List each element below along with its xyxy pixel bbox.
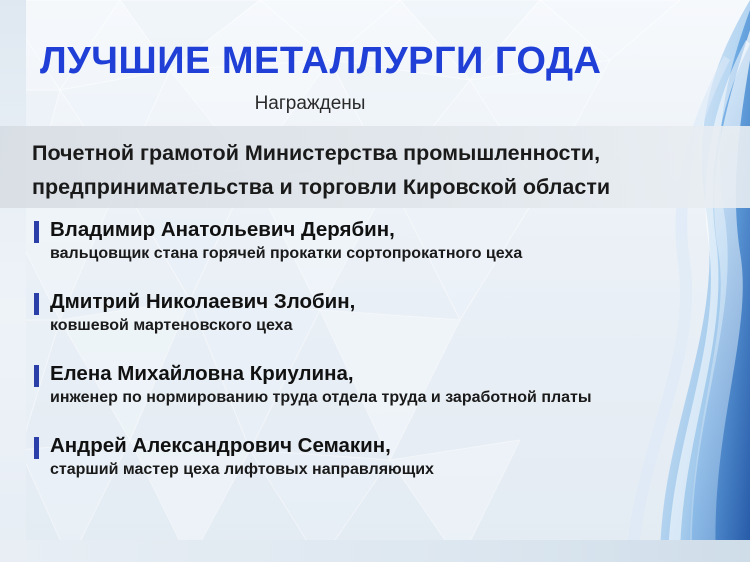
- accent-bar: [34, 365, 39, 387]
- awardee-name: Елена Михайловна Криулина,: [50, 362, 354, 385]
- award-description: [32, 136, 732, 204]
- awardee-role: ковшевой мартеновского цеха: [50, 317, 293, 334]
- award-line-2: предпринимательства и торговли Кировской области: [32, 175, 611, 199]
- list-item: [34, 290, 734, 336]
- award-line-1: Почетной грамотой Министерства промышленности,: [32, 141, 601, 165]
- awardee-list: [34, 218, 734, 506]
- accent-bar: [34, 221, 39, 243]
- awardee-role: вальцовщик стана горячей прокатки сортопрокатного цеха: [50, 245, 523, 262]
- awardee-name: Андрей Александрович Семакин,: [50, 434, 391, 457]
- awardee-role: инженер по нормированию труда отдела труда и заработной платы: [50, 389, 592, 406]
- list-item: [34, 218, 734, 264]
- accent-bar: [34, 293, 39, 315]
- awardee-name: Владимир Анатольевич Дерябин,: [50, 218, 395, 241]
- bottom-strip: [0, 540, 750, 562]
- accent-bar: [34, 437, 39, 459]
- awardee-role: старший мастер цеха лифтовых направляющих: [50, 461, 434, 478]
- slide-subtitle: Награждены: [254, 93, 366, 114]
- awardee-name: Дмитрий Николаевич Злобин,: [50, 290, 356, 313]
- list-item: [34, 362, 734, 408]
- slide-title: ЛУЧШИЕ МЕТАЛЛУРГИ ГОДА: [40, 40, 602, 82]
- list-item: [34, 434, 734, 480]
